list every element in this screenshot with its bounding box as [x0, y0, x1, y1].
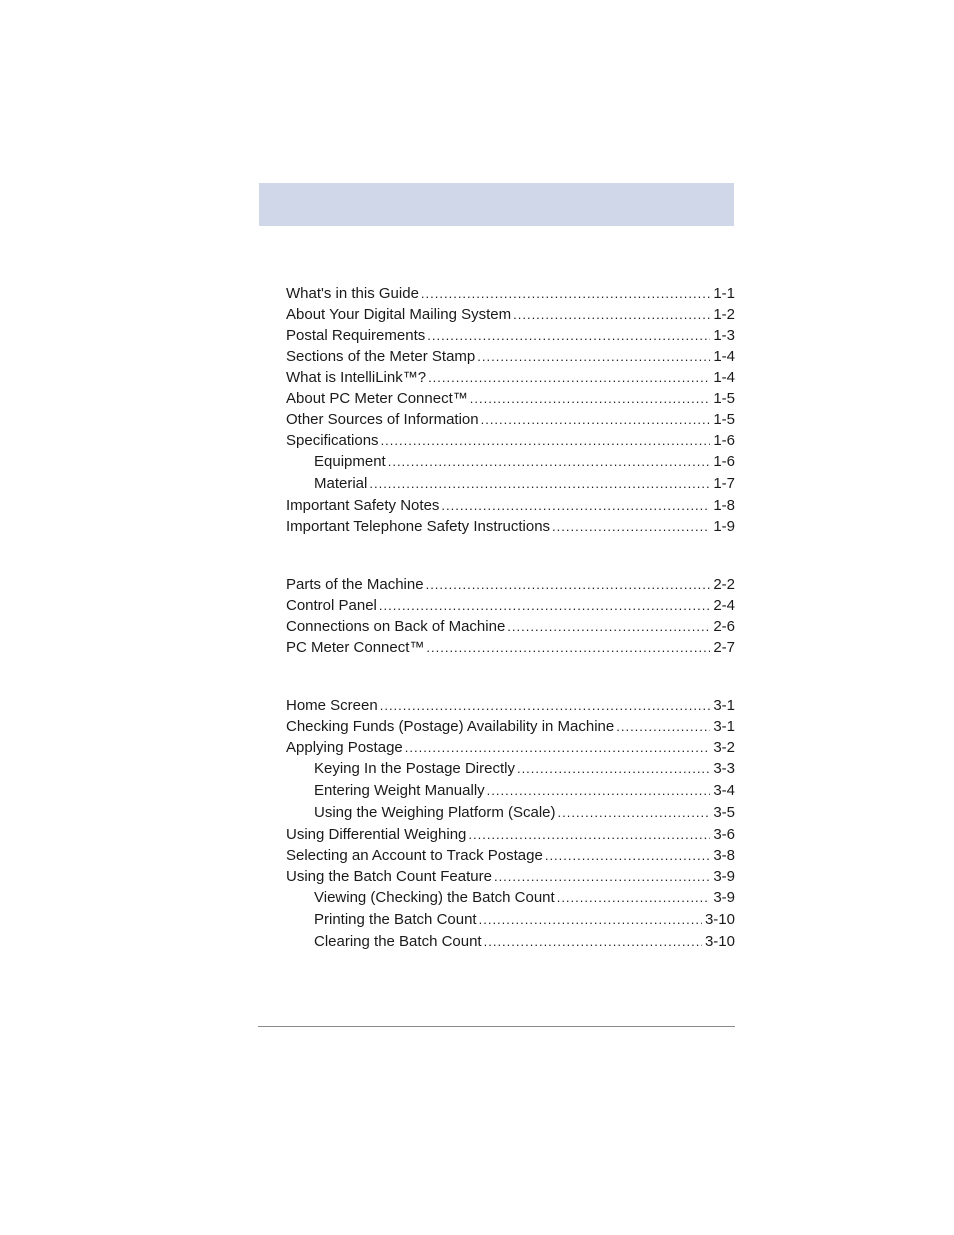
toc-entry-page: 1-4 [713, 369, 735, 386]
toc-entry[interactable] [286, 717, 735, 737]
toc-entry[interactable] [286, 410, 735, 430]
dot-leader [426, 575, 711, 595]
dot-leader [380, 696, 711, 716]
toc-entry-page: 3-4 [713, 782, 735, 799]
dot-leader [428, 368, 710, 388]
toc-entry[interactable] [286, 389, 735, 409]
dot-leader [388, 452, 711, 472]
toc-entry[interactable] [286, 347, 735, 367]
toc-entry-label: Control Panel [286, 597, 377, 614]
toc-entry-page: 2-7 [713, 639, 735, 656]
toc-entry-label: Other Sources of Information [286, 411, 479, 428]
toc-entry-label: PC Meter Connect™ [286, 639, 425, 656]
toc-entry-page: 3-10 [704, 911, 735, 928]
toc-entry-label: What is IntelliLink™? [286, 369, 427, 386]
header-band [259, 183, 734, 226]
toc-entry-label: Using the Weighing Platform (Scale) [314, 804, 556, 821]
dot-leader [484, 932, 702, 952]
toc-entry[interactable] [286, 305, 735, 325]
dot-leader [507, 617, 710, 637]
toc-entry[interactable] [286, 696, 735, 716]
toc-entry[interactable] [286, 596, 735, 616]
toc-entry-page: 1-5 [713, 411, 735, 428]
toc-entry-page: 3-8 [713, 847, 735, 864]
dot-leader [545, 846, 710, 866]
toc-entry[interactable] [314, 910, 735, 930]
dot-leader [470, 389, 711, 409]
dot-leader [487, 781, 711, 801]
toc-entry[interactable] [314, 759, 735, 779]
toc-entry[interactable] [314, 781, 735, 801]
toc-entry-page: 3-3 [713, 760, 735, 777]
dot-leader [552, 517, 710, 537]
toc-entry-page: 3-6 [713, 826, 735, 843]
dot-leader [405, 738, 711, 758]
toc-entry-page: 1-6 [713, 432, 735, 449]
toc-entry-page: 3-2 [713, 739, 735, 756]
toc-entry[interactable] [286, 825, 735, 845]
toc-entry-page: 1-3 [713, 327, 735, 344]
toc-entry-label: Material [314, 475, 368, 492]
toc-entry-label: Applying Postage [286, 739, 403, 756]
toc-entry[interactable] [286, 326, 735, 346]
toc-entry-label: Connections on Back of Machine [286, 618, 506, 635]
dot-leader [426, 638, 710, 658]
toc-entry-label: About PC Meter Connect™ [286, 390, 468, 407]
toc-entry-label: Printing the Batch Count [314, 911, 477, 928]
toc-entry[interactable] [314, 803, 735, 823]
toc-entry-label: Sections of the Meter Stamp [286, 348, 476, 365]
toc-entry-page: 1-5 [713, 390, 735, 407]
toc-entry-page: 1-1 [713, 285, 735, 302]
dot-leader [441, 496, 710, 516]
dot-leader [468, 825, 710, 845]
toc-entry-page: 3-10 [704, 933, 735, 950]
toc-entry-page: 1-4 [713, 348, 735, 365]
toc-entry-page: 3-5 [713, 804, 735, 821]
dot-leader [558, 803, 711, 823]
toc-entry-label: Important Safety Notes [286, 497, 440, 514]
toc-entry-page: 1-9 [713, 518, 735, 535]
toc-entry-label: About Your Digital Mailing System [286, 306, 512, 323]
dot-leader [517, 759, 710, 779]
toc-entry-page: 2-2 [713, 576, 735, 593]
toc-entry-label: Using Differential Weighing [286, 826, 467, 843]
toc-entry-page: 3-1 [713, 697, 735, 714]
toc-entry-label: Parts of the Machine [286, 576, 424, 593]
dot-leader [479, 910, 702, 930]
dot-leader [421, 284, 710, 304]
toc-entry[interactable] [286, 431, 735, 451]
toc-entry-label: Home Screen [286, 697, 378, 714]
toc-entry-page: 3-1 [713, 718, 735, 735]
toc-entry[interactable] [286, 738, 735, 758]
toc-entry[interactable] [286, 617, 735, 637]
toc-entry-label: Selecting an Account to Track Postage [286, 847, 543, 864]
dot-leader [513, 305, 710, 325]
dot-leader [379, 596, 710, 616]
toc-entry[interactable] [314, 932, 735, 952]
dot-leader [481, 410, 711, 430]
toc-entry-label: What's in this Guide [286, 285, 419, 302]
toc-entry[interactable] [314, 888, 735, 908]
toc-entry[interactable] [314, 452, 735, 472]
dot-leader [369, 474, 710, 494]
toc-entry-page: 3-9 [713, 868, 735, 885]
dot-leader [477, 347, 710, 367]
toc-entry[interactable] [286, 368, 735, 388]
toc-entry-label: Entering Weight Manually [314, 782, 485, 799]
dot-leader [557, 888, 711, 908]
dot-leader [381, 431, 711, 451]
toc-entry-page: 1-2 [713, 306, 735, 323]
toc-entry[interactable] [286, 846, 735, 866]
toc-entry[interactable] [286, 638, 735, 658]
toc-entry[interactable] [286, 575, 735, 595]
toc-entry-page: 3-9 [713, 889, 735, 906]
toc-entry-page: 1-6 [713, 453, 735, 470]
toc-entry[interactable] [286, 867, 735, 887]
dot-leader [616, 717, 710, 737]
toc-entry-page: 2-4 [713, 597, 735, 614]
toc-entry-label: Using the Batch Count Feature [286, 868, 492, 885]
toc-entry-page: 1-7 [713, 475, 735, 492]
footer-rule [258, 1026, 735, 1027]
toc-entry-label: Checking Funds (Postage) Availability in Machine [286, 718, 615, 735]
toc-entry[interactable] [314, 474, 735, 494]
toc-entry[interactable] [286, 284, 735, 304]
dot-leader [494, 867, 710, 887]
toc-entry-label: Clearing the Batch Count [314, 933, 482, 950]
toc-entry[interactable] [286, 517, 735, 537]
toc-entry-label: Important Telephone Safety Instructions [286, 518, 551, 535]
toc-entry-label: Postal Requirements [286, 327, 426, 344]
toc-entry[interactable] [286, 496, 735, 516]
toc-entry-page: 1-8 [713, 497, 735, 514]
toc-entry-label: Equipment [314, 453, 386, 470]
toc-entry-page: 2-6 [713, 618, 735, 635]
dot-leader [427, 326, 710, 346]
toc-entry-label: Specifications [286, 432, 379, 449]
toc-entry-label: Viewing (Checking) the Batch Count [314, 889, 555, 906]
toc-entry-label: Keying In the Postage Directly [314, 760, 515, 777]
